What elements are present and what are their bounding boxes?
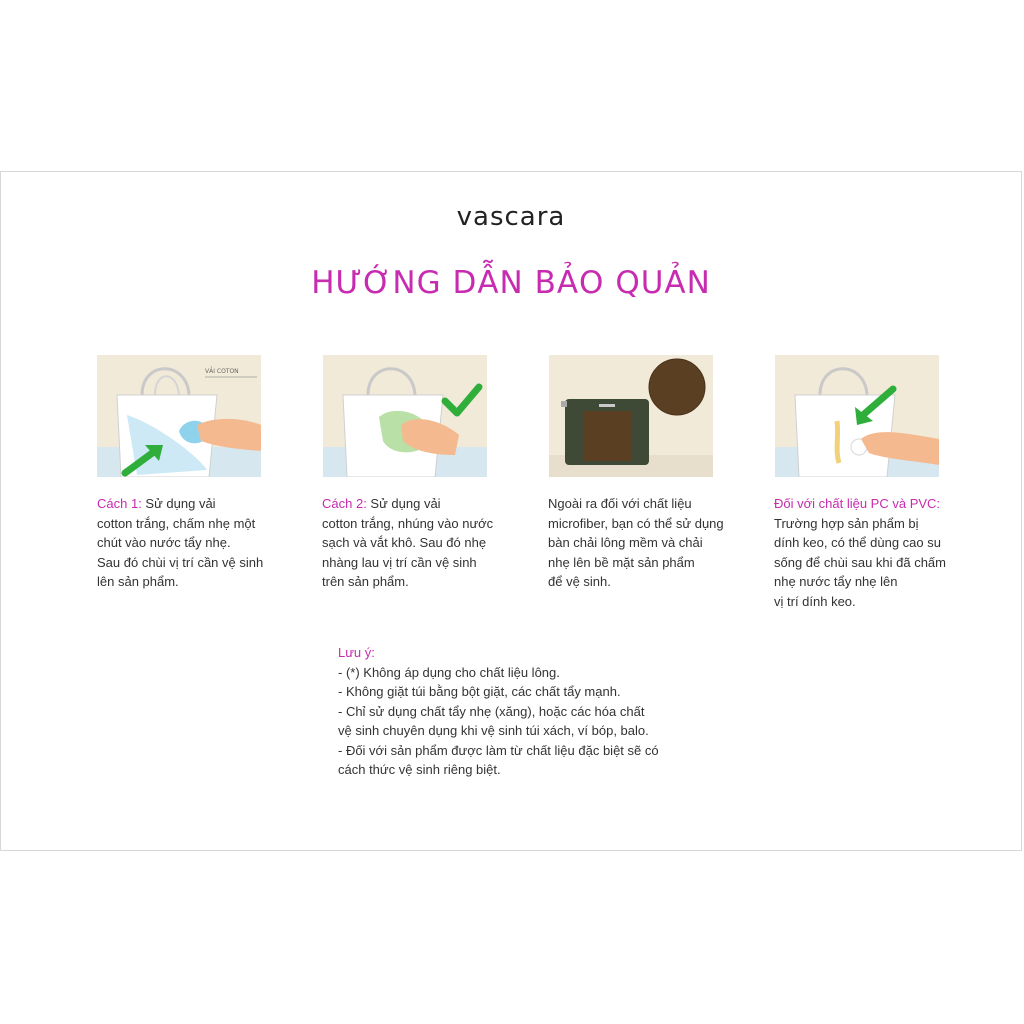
- step-4-text: Trường hợp sản phẩm bị dính keo, có thể dùng cao su sống để chùi sau khi đã chấm nhẹ nước tẩy nhẹ lên vị trí dính keo.: [774, 515, 946, 609]
- step-2-lead: Cách 2:: [322, 496, 367, 511]
- step-1-text: Sử dụng vải cotton trắng, chấm nhẹ một chút vào nước tẩy nhẹ. Sau đó chùi vị trí cần vệ sinh lên sản phẩm.: [97, 496, 264, 589]
- step-4-description: [774, 494, 984, 611]
- step-3-description: [548, 494, 748, 592]
- illustration-label: VẢI COTON: [205, 368, 239, 375]
- wallet-illustration: [561, 399, 649, 465]
- note-item: - Không giặt túi bằng bột giặt, các chất tẩy mạnh.: [338, 684, 621, 699]
- note-item: - Chỉ sử dụng chất tẩy nhẹ (xăng), hoặc các hóa chất vệ sinh chuyên dụng khi vệ sinh túi xách, ví bóp, balo.: [338, 703, 649, 738]
- note-item: - Đối với sản phẩm được làm từ chất liệu đặc biệt sẽ có cách thức vệ sinh riêng biệt.: [338, 742, 659, 777]
- step-4-lead: Đối với chất liệu PC và PVC:: [774, 496, 941, 511]
- illustration-step-3: [549, 355, 713, 477]
- step-3-text: Ngoài ra đối với chất liệu microfiber, bạn có thể sử dụng bàn chải lông mềm và chải nhẹ lên bề mặt sản phẩm để vệ sinh.: [548, 496, 724, 589]
- step-1-description: [97, 494, 297, 592]
- illustration-step-2: [323, 355, 487, 477]
- notes-section: [338, 643, 738, 780]
- step-1-lead: Cách 1:: [97, 496, 142, 511]
- illustration-step-4: [775, 355, 939, 477]
- step-2-text: Sử dụng vải cotton trắng, nhúng vào nước sạch và vắt khô. Sau đó nhẹ nhàng lau vị trí cần vệ sinh trên sản phẩm.: [322, 496, 494, 589]
- note-item: - (*) Không áp dụng cho chất liệu lông.: [338, 664, 560, 680]
- leather-swatch: [649, 359, 705, 415]
- illustration-step-1: [97, 355, 261, 477]
- notes-list: [338, 663, 738, 780]
- care-guide-card: [0, 171, 1022, 851]
- notes-title: Lưu ý:: [338, 645, 375, 660]
- step-2-description: [322, 494, 522, 592]
- brand-logo: vascara: [456, 202, 566, 232]
- page-title: HƯỚNG DẪN BẢO QUẢN: [311, 265, 711, 301]
